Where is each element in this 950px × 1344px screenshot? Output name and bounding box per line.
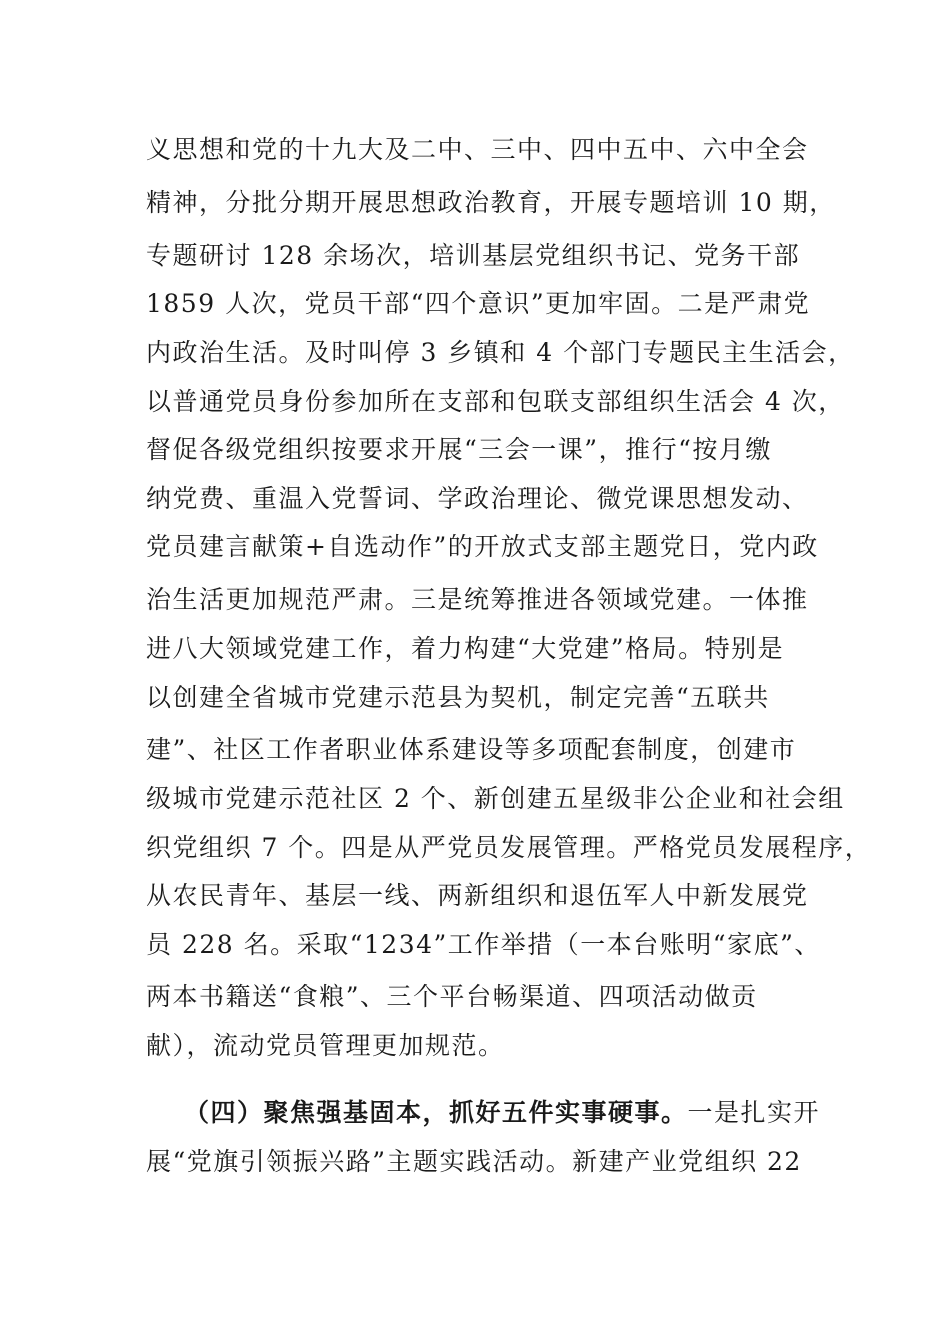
section-line-2: 展“党旗引领振兴路”主题实践活动。新建产业党组织 22 <box>146 1147 802 1176</box>
body-line-13: 建”、社区工作者职业体系建设等多项配套制度，创建市 <box>146 735 797 764</box>
section-heading: （四）聚焦强基固本，抓好五件实事硬事。 <box>184 1098 688 1127</box>
body-line-12: 以创建全省城市党建示范县为契机，制定完善“五联共 <box>146 683 770 712</box>
body-line-19: 献），流动党员管理更加规范。 <box>146 1031 505 1060</box>
section-heading-line <box>184 1097 820 1129</box>
body-line-16: 从农民青年、基层一线、两新组织和退伍军人中新发展党 <box>146 881 809 910</box>
body-line-5: 内政治生活。及时叫停 3 乡镇和 4 个部门专题民主生活会， <box>146 338 855 367</box>
body-line-7: 督促各级党组织按要求开展“三会一课”，推行“按月缴 <box>146 435 772 464</box>
body-line-2: 精神，分批分期开展思想政治教育，开展专题培训 10 期， <box>146 188 836 217</box>
body-line-15: 织党组织 7 个。四是从严党员发展管理。严格党员发展程序， <box>146 833 872 862</box>
body-line-17: 员 228 名。采取“1234”工作举措（一本台账明“家底”、 <box>146 930 821 959</box>
body-line-6: 以普通党员身份参加所在支部和包联支部组织生活会 4 次， <box>146 387 845 416</box>
body-line-10: 治生活更加规范严肃。三是统筹推进各领域党建。一体推 <box>146 585 809 614</box>
body-line-11: 进八大领域党建工作，着力构建“大党建”格局。特别是 <box>146 634 785 663</box>
body-line-9: 党员建言献策+自选动作”的开放式支部主题党日，党内政 <box>146 532 819 561</box>
body-line-3: 专题研讨 128 余场次，培训基层党组织书记、党务干部 <box>146 241 801 270</box>
body-line-1: 义思想和党的十九大及二中、三中、四中五中、六中全会 <box>146 135 809 164</box>
body-line-18: 两本书籍送“食粮”、三个平台畅渠道、四项活动做贡 <box>146 982 758 1011</box>
body-line-4: 1859 人次，党员干部“四个意识”更加牢固。二是严肃党 <box>146 289 811 318</box>
body-line-14: 级城市党建示范社区 2 个、新创建五星级非公企业和社会组 <box>146 784 845 813</box>
body-line-8: 纳党费、重温入党誓词、学政治理论、微党课思想发动、 <box>146 484 809 513</box>
section-first-line-rest: 一是扎实开 <box>687 1098 821 1127</box>
